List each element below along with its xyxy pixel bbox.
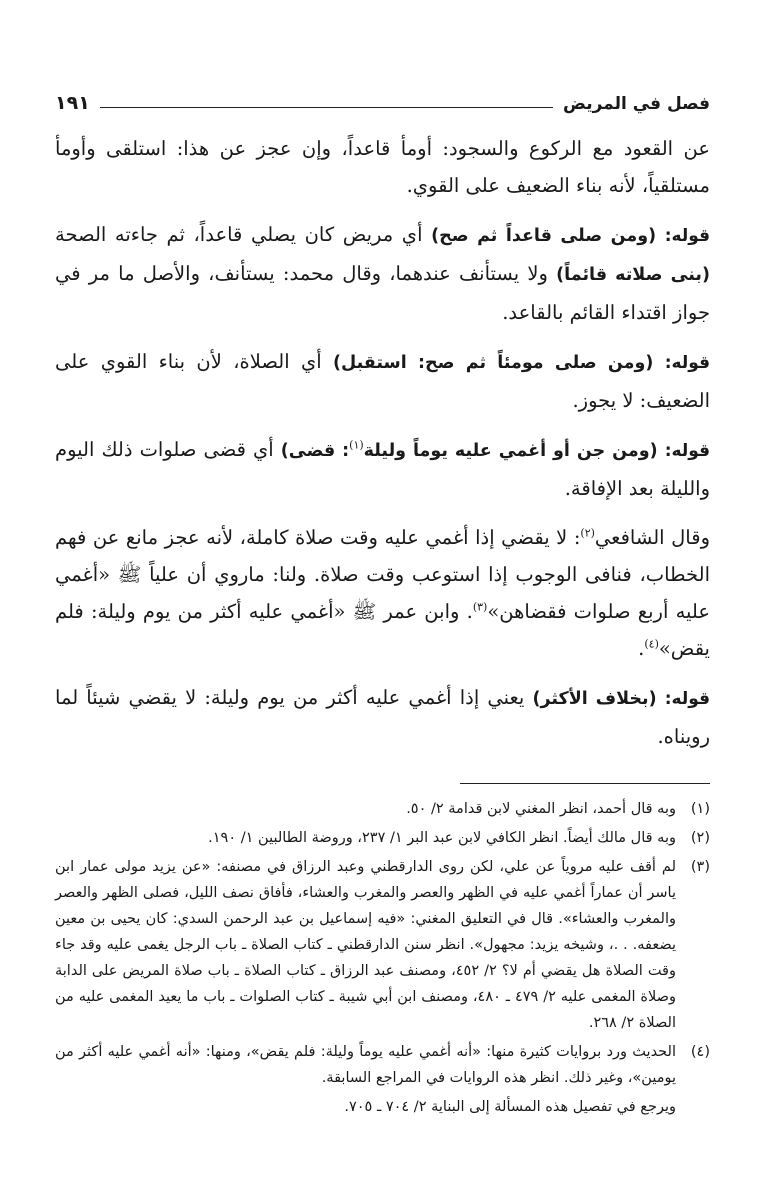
commentary-text: أي مريض كان يصلي قاعداً، ثم جاءته الصحة <box>55 223 432 246</box>
running-header <box>55 88 710 114</box>
page-number: ١٩١ <box>55 92 90 114</box>
paragraph-5 <box>55 519 710 667</box>
footnote-ref-1[interactable]: (١) <box>349 438 364 452</box>
footnote-ref-2[interactable]: (٢) <box>580 526 595 540</box>
commentary-text-b: : لا يقضي إذا أغمي عليه وقت صلاة كاملة، لأنه عجز مانع عن فهم الخطاب، فنافى الوجوب إذا استوعب وقت صلاة. ولنا: ماروي أن علياً ﷺ «أغمي عليه أربع صلوات فقضاهن» <box>55 526 711 623</box>
footnote-text: وبه قال مالك أيضاً. انظر الكافي لابن عبد البر ١/ ٢٣٧، وروضة الطالبين ١/ ١٩٠. <box>208 830 676 846</box>
footnote-number: (٣) <box>690 859 710 875</box>
paragraph-4 <box>55 431 710 507</box>
commentary-text: أي قضى صلوات ذلك اليوم والليلة بعد الإفاقة. <box>55 438 710 500</box>
matn-quote: (ومن جن أو أغمي عليه يوماً وليلة <box>363 441 658 461</box>
footnote-continuation: ويرجع في تفصيل هذه المسألة إلى البناية ٢/ ٧٠٤ ـ ٧٠٥. <box>344 1099 676 1115</box>
commentary-text-a: وقال الشافعي <box>594 526 710 549</box>
paragraph-6 <box>55 679 710 755</box>
chapter-title: فصل في المريض <box>563 94 710 114</box>
matn-quote: (بخلاف الأكثر) <box>532 689 657 709</box>
footnote-ref-4[interactable]: (٤) <box>644 637 659 651</box>
footnote-number: (٢) <box>690 830 710 846</box>
footnote-2 <box>55 825 710 851</box>
commentary-text: يعني إذا أغمي عليه أكثر من يوم وليلة: لا يقضي شيئاً لما رويناه. <box>55 686 710 748</box>
footnote-text: الحديث ورد بروايات كثيرة منها: «أنه أغمي عليه يوماً وليلة: فلم يقض»، ومنها: «أنه أغمي عليه أكثر من يومين»، وغير ذلك. انظر هذه الروايات في المراجع السابقة. <box>55 1044 676 1086</box>
paragraph-text: عن القعود مع الركوع والسجود: أومأ قاعداً، وإن عجز عن هذا: استلقى وأومأ مستلقياً، لأنه بناء الضعيف على القوي. <box>55 137 710 197</box>
footnote-1 <box>55 796 710 822</box>
footnote-text: لم أقف عليه مروياً عن علي، لكن روى الدارقطني وعبد الرزاق في مصنفه: «عن يزيد مولى عمار ابن ياسر أن عماراً أغمي عليه في الظهر والعصر والمغرب والعشاء، فأفاق نصف الليل، فصلى الظهر والعصر والمغرب والعشاء». قال في التعليق المغني: «فيه إسماعيل بن عبد الرحمن السدي: كان يحيى بن معين يضعفه. . .، وشيخه يزيد: مجهول». انظر سنن الدارقطني ـ كتاب الصلاة ـ باب الرجل يغمى عليه وقد جاء وقت الصلاة هل يقضي أم لا؟ ٢/ ٤٥٢، ومصنف عبد الرزاق ـ كتاب الصلاة ـ باب صلاة المريض على الدابة وصلاة المغمى عليه ٢/ ٤٧٩ ـ ٤٨٠، ومصنف ابن أبي شيبة ـ كتاب الصلوات ـ باب ما يعيد المغمى عليه من الصلاة ٢/ ٢٦٨. <box>55 859 676 1031</box>
matn-quote: (ومن صلى قاعداً ثم صح) <box>431 226 657 246</box>
main-text <box>55 130 710 755</box>
footnote-4 <box>55 1039 710 1091</box>
qawluhu-keyword: قوله: <box>664 353 710 373</box>
paragraph-3 <box>55 343 710 419</box>
paragraph-2 <box>55 216 710 331</box>
commentary-text-2: ولا يستأنف عندهما، وقال محمد: يستأنف، والأصل ما مر في جواز اقتداء القائم بالقاعد. <box>55 262 710 324</box>
footnote-3 <box>55 854 710 1036</box>
footnote-text: وبه قال أحمد، انظر المغني لابن قدامة ٢/ ٥٠. <box>406 801 676 817</box>
footnote-number: (٤) <box>690 1044 710 1060</box>
matn-quote-end: : قضى) <box>280 441 350 461</box>
commentary-text: أي الصلاة، لأن بناء القوي على الضعيف: لا يجوز. <box>55 350 710 412</box>
matn-quote-2: (بنى صلاته قائماً) <box>556 265 710 285</box>
footnote-ref-3[interactable]: (٣) <box>472 600 488 614</box>
qawluhu-keyword: قوله: <box>664 441 710 461</box>
qawluhu-keyword: قوله: <box>664 226 710 246</box>
matn-quote: (ومن صلى مومئاً ثم صح: استقبل) <box>333 353 654 373</box>
footnote-separator <box>460 783 710 784</box>
footnote-number: (١) <box>690 801 710 817</box>
paragraph-1 <box>55 130 710 204</box>
qawluhu-keyword: قوله: <box>664 689 711 709</box>
commentary-text-c: . وابن عمر ﷺ «أغمي عليه أكثر من يوم وليلة: فلم يقض» <box>55 600 710 660</box>
commentary-text-d: . <box>638 637 645 660</box>
footnotes <box>55 796 710 1120</box>
header-rule <box>100 107 553 108</box>
